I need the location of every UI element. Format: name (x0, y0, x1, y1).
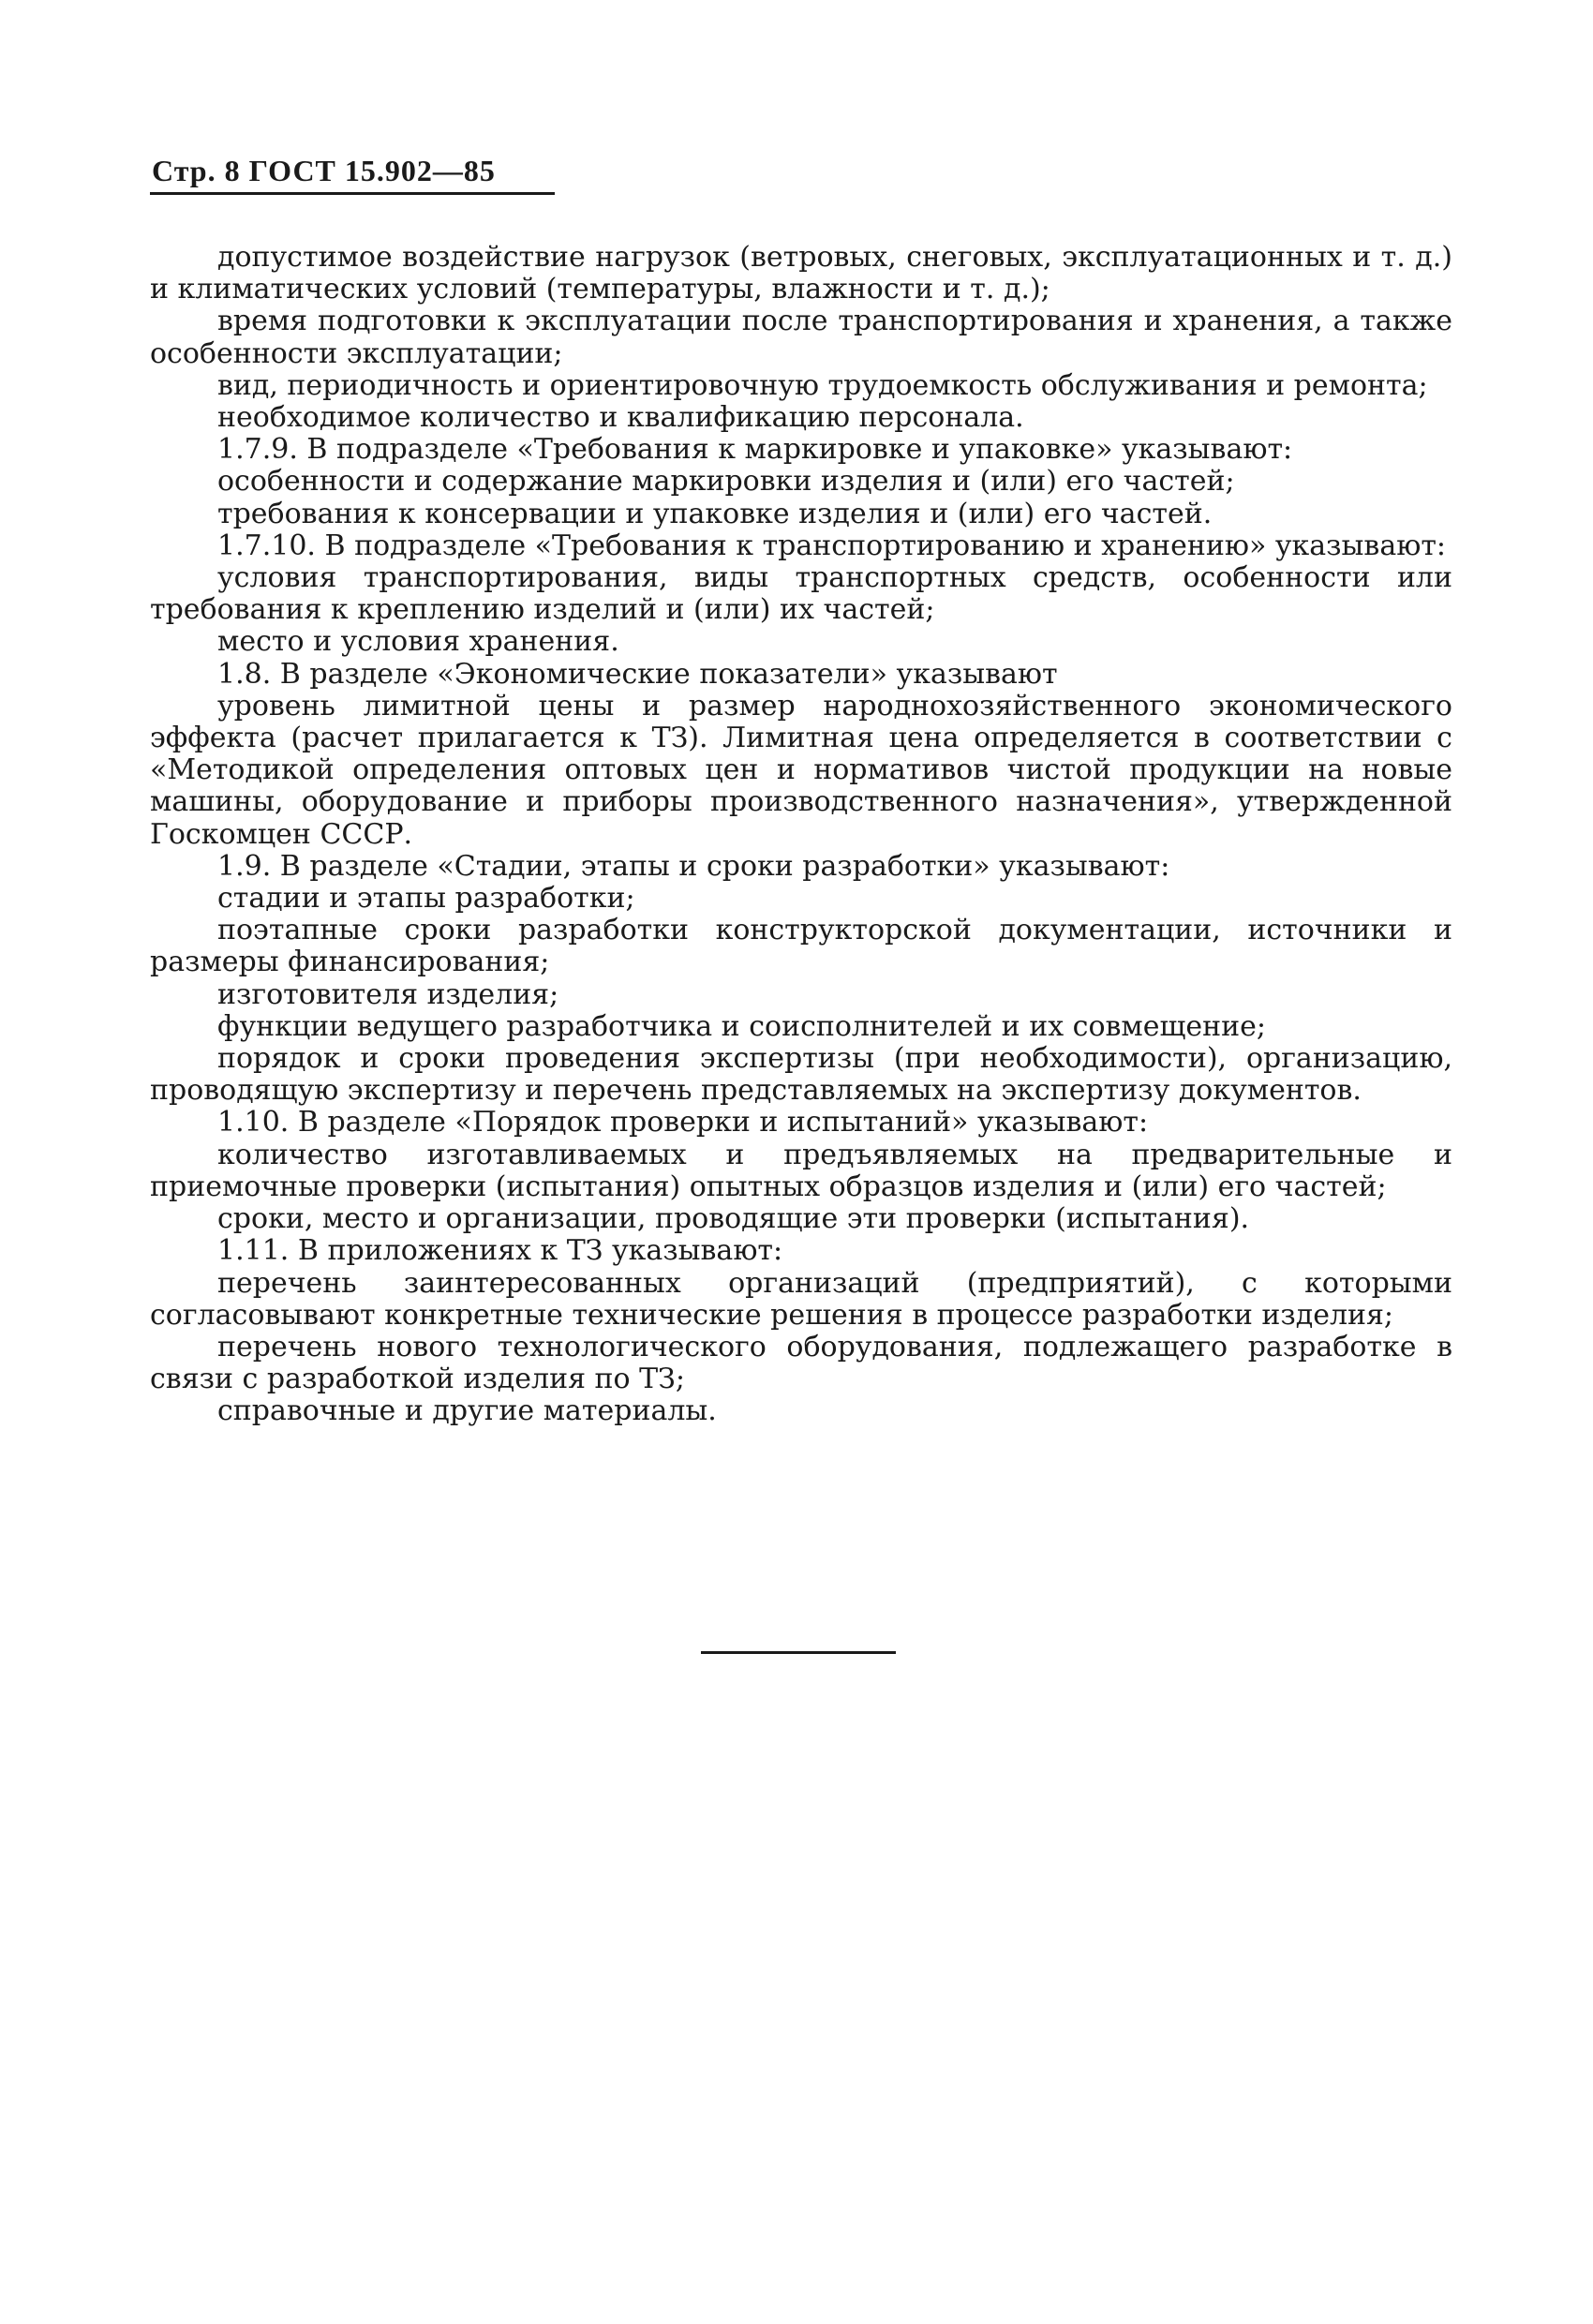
paragraph: функции ведущего разработчика и соисполнителей и их совмещение; (217, 1009, 1266, 1043)
header-rule (150, 192, 555, 195)
paragraph: вид, периодичность и ориентировочную трудоемкость обслуживания и ремонта; (217, 368, 1428, 402)
paragraph: справочные и другие материалы. (217, 1394, 717, 1428)
section-heading: 1.10. В разделе «Порядок проверки и испытаний» указывают: (217, 1106, 1149, 1140)
paragraph: особенности и содержание маркировки изделия и (или) его частей; (217, 465, 1235, 499)
paragraph: изготовителя изделия; (217, 977, 559, 1011)
paragraph: перечень нового технологического оборудования, подлежащего разработке в связи с разработкой изделия по ТЗ; (150, 1330, 1452, 1396)
paragraph: допустимое воздействие нагрузок (ветровых, снеговых, эксплуатационных и т. д.) и климатических условий (температуры, влажности и т. д.); (150, 241, 1452, 306)
paragraph: время подготовки к эксплуатации после транспортирования и хранения, а также особенности эксплуатации; (150, 305, 1452, 370)
paragraph: сроки, место и организации, проводящие эти проверки (испытания). (217, 1202, 1250, 1236)
paragraph: условия транспортирования, виды транспортных средств, особенности или требования к креплению изделий и (или) их частей; (150, 561, 1452, 627)
paragraph: порядок и сроки проведения экспертизы (при необходимости), организацию, проводящую экспертизу и перечень представляемых на экспертизу документов. (150, 1042, 1452, 1108)
paragraph: уровень лимитной цены и размер народнохозяйственного экономического эффекта (расчет прилагается к ТЗ). Лимитная цена определяется в соответствии с «Методикой определения оптовых цен и нормативов чистой продукции на новые машины, оборудование и приборы производственного назначения», утвержденной Госкомцен СССР. (150, 689, 1452, 851)
section-heading: 1.7.10. В подразделе «Требования к транспортированию и хранению» указывают: (217, 529, 1447, 562)
paragraph: поэтапные сроки разработки конструкторской документации, источники и размеры финансирования; (150, 914, 1452, 979)
paragraph: количество изготавливаемых и предъявляемых на предварительные и приемочные проверки (испытания) опытных образцов изделия и (или) его частей; (150, 1138, 1452, 1203)
paragraph: стадии и этапы разработки; (217, 882, 635, 916)
body-text (150, 242, 1452, 1428)
paragraph: необходимое количество и квалификацию персонала. (217, 401, 1024, 435)
end-rule (701, 1651, 896, 1654)
paragraph: перечень заинтересованных организаций (предприятий), с которыми согласовывают конкретные технические решения в процессе разработки изделия; (150, 1266, 1452, 1332)
section-heading: 1.8. В разделе «Экономические показатели» указывают (217, 657, 1058, 691)
paragraph: требования к консервации и упаковке изделия и (или) его частей. (217, 497, 1213, 530)
section-heading: 1.11. В приложениях к ТЗ указывают: (217, 1234, 783, 1268)
section-heading: 1.9. В разделе «Стадии, этапы и сроки разработки» указывают: (217, 849, 1170, 883)
paragraph: место и условия хранения. (217, 625, 619, 659)
page-header: Стр. 8 ГОСТ 15.902—85 (152, 154, 496, 187)
section-heading: 1.7.9. В подразделе «Требования к маркировке и упаковке» указывают: (217, 433, 1293, 467)
